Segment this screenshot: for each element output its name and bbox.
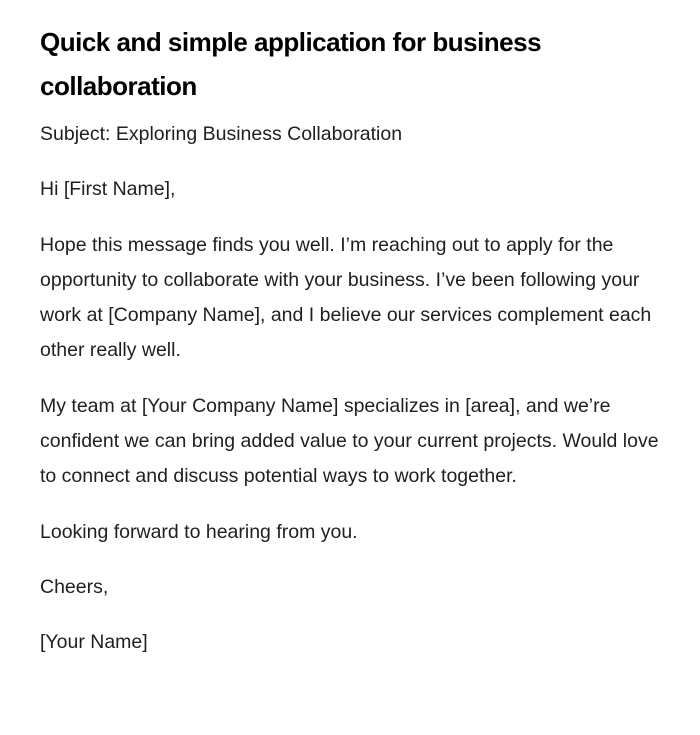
sign-off: Cheers,	[40, 575, 109, 598]
signature: [Your Name]	[40, 631, 148, 654]
body-paragraph-intro: Hope this message finds you well. I’m reaching out to apply for the opportunity to collaborate with your business. I’ve been following your work at [Company Name], and I believe our services complement each other really well.	[40, 233, 652, 362]
body-paragraph-offer: My team at [Your Company Name] specializes in [area], and we’re confident we can bring added value to your current projects. Would love to connect and discuss potential ways to work together.	[40, 394, 659, 488]
greeting: Hi [First Name],	[40, 178, 176, 201]
closing-line: Looking forward to hearing from you.	[40, 520, 358, 543]
email-subject: Subject: Exploring Business Collaboration	[40, 123, 403, 145]
document-title: Quick and simple application for business collaboration	[40, 27, 542, 101]
